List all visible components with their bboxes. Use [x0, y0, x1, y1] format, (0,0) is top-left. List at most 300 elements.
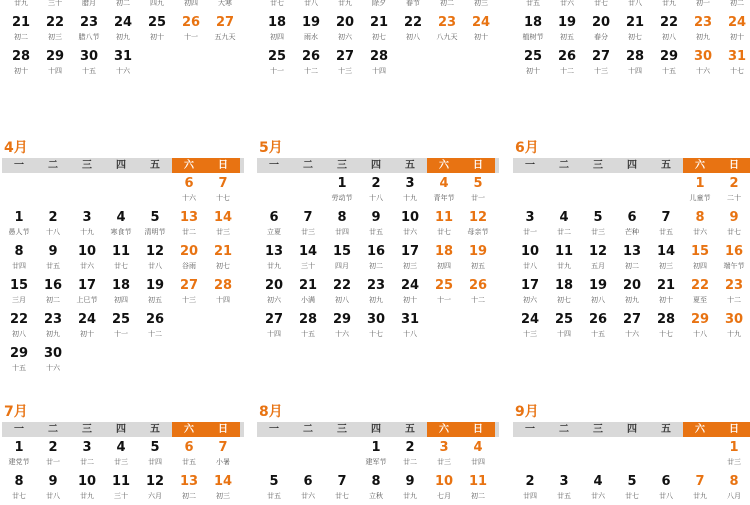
week-row	[2, 173, 244, 207]
lunar-label: 廿八	[46, 492, 60, 500]
day-cell	[291, 173, 325, 207]
lunar-label: 廿七	[437, 228, 451, 236]
day-number	[138, 343, 172, 345]
day-number: 5	[150, 210, 160, 225]
day-cell	[516, 46, 550, 80]
day-number: 10	[77, 244, 97, 259]
lunar-label: 廿二	[403, 458, 417, 466]
lunar-label: 青年节	[433, 194, 455, 202]
lunar-label: 十四	[267, 330, 281, 338]
day-cell	[652, 0, 686, 12]
day-cell	[206, 309, 240, 343]
lunar-label: 初十	[14, 67, 28, 75]
day-number: 24	[471, 15, 491, 30]
lunar-label: 十九	[403, 194, 417, 202]
lunar-label: 廿四	[148, 458, 162, 466]
day-cell	[427, 173, 461, 207]
lunar-label: 初九	[116, 33, 130, 41]
weekday-label: 二	[48, 160, 58, 171]
day-number: 4	[116, 210, 126, 225]
lunar-label: 初十	[150, 33, 164, 41]
day-number: 27	[264, 312, 284, 327]
lunar-label: 初七	[557, 296, 571, 304]
weekday-header	[2, 158, 244, 173]
day-cell	[257, 207, 291, 241]
day-cell	[36, 241, 70, 275]
day-number: 3	[82, 440, 92, 455]
day-number: 15	[690, 244, 710, 259]
lunar-label: 廿三	[437, 458, 451, 466]
day-number: 21	[369, 15, 389, 30]
day-cell	[430, 46, 464, 80]
day-number: 11	[111, 244, 131, 259]
day-number: 4	[439, 176, 449, 191]
day-cell	[104, 241, 138, 275]
day-cell	[138, 207, 172, 241]
day-cell	[359, 173, 393, 207]
day-cell	[206, 343, 240, 377]
lunar-label: 雨水	[304, 33, 318, 41]
day-number: 25	[554, 312, 574, 327]
day-cell	[581, 437, 615, 471]
day-number: 4	[473, 440, 483, 455]
day-cell	[138, 343, 172, 377]
month-title: 5月	[259, 140, 283, 156]
day-cell	[618, 46, 652, 80]
day-cell	[208, 46, 242, 80]
day-cell	[70, 437, 104, 471]
lunar-label: 二十	[727, 194, 741, 202]
lunar-label: 除夕	[372, 0, 386, 7]
day-number: 3	[525, 210, 535, 225]
month-june	[513, 138, 750, 343]
day-cell	[2, 207, 36, 241]
week-row	[257, 309, 499, 343]
day-cell	[513, 207, 547, 241]
lunar-label: 廿一	[523, 228, 537, 236]
week-row	[260, 12, 508, 46]
month-august	[257, 402, 499, 505]
day-number: 13	[622, 244, 642, 259]
week-row	[516, 46, 750, 80]
day-cell	[138, 241, 172, 275]
day-number: 1	[729, 440, 739, 455]
day-number: 5	[473, 176, 483, 191]
lunar-label: 十一	[184, 33, 198, 41]
day-number: 16	[43, 278, 63, 293]
day-number: 9	[371, 210, 381, 225]
day-cell	[513, 173, 547, 207]
lunar-label: 初六	[523, 296, 537, 304]
weekday-label: 四	[627, 424, 637, 435]
day-cell	[359, 437, 393, 471]
lunar-label: 十九	[727, 330, 741, 338]
week-row	[2, 437, 244, 471]
day-number: 3	[559, 474, 569, 489]
lunar-label: 廿七	[335, 492, 349, 500]
day-number: 3	[82, 210, 92, 225]
day-cell	[393, 173, 427, 207]
lunar-label: 十六	[116, 67, 130, 75]
day-cell	[686, 0, 720, 12]
day-number	[291, 437, 325, 439]
weekday-label: 一	[14, 424, 24, 435]
lunar-label: 初四	[270, 33, 284, 41]
lunar-label: 十四	[557, 330, 571, 338]
day-number: 8	[729, 474, 739, 489]
lunar-label: 廿九	[267, 262, 281, 270]
day-cell	[359, 207, 393, 241]
day-cell	[615, 241, 649, 275]
day-number: 8	[14, 474, 24, 489]
weekday-label: 日	[206, 422, 240, 437]
weekday-label: 四	[116, 160, 126, 171]
day-cell	[513, 275, 547, 309]
month-may	[257, 138, 499, 343]
day-cell	[461, 437, 495, 471]
lunar-label: 初三	[48, 33, 62, 41]
day-cell	[257, 173, 291, 207]
lunar-label: 初五	[471, 262, 485, 270]
lunar-label: 廿五	[659, 228, 673, 236]
day-cell	[362, 46, 396, 80]
day-number: 28	[369, 49, 389, 64]
lunar-label: 十七	[216, 194, 230, 202]
weekday-label: 五	[405, 424, 415, 435]
weekday-label: 五	[661, 424, 671, 435]
day-number: 11	[111, 474, 131, 489]
day-number: 9	[729, 210, 739, 225]
month-title: 8月	[259, 404, 283, 420]
lunar-label: 初七	[628, 33, 642, 41]
day-number: 8	[371, 474, 381, 489]
lunar-label: 三十	[301, 262, 315, 270]
day-number: 21	[11, 15, 31, 30]
day-number: 1	[14, 210, 24, 225]
day-number: 16	[366, 244, 386, 259]
day-cell	[581, 275, 615, 309]
lunar-label: 廿九	[662, 0, 676, 7]
week-row	[257, 437, 499, 471]
day-cell	[104, 343, 138, 377]
day-cell	[461, 241, 495, 275]
weekday-label: 三	[82, 160, 92, 171]
day-cell	[70, 275, 104, 309]
day-number: 18	[554, 278, 574, 293]
day-cell	[72, 12, 106, 46]
day-cell	[584, 0, 618, 12]
day-cell	[362, 12, 396, 46]
day-cell	[36, 207, 70, 241]
lunar-label: 十四	[216, 296, 230, 304]
lunar-label: 初十	[730, 33, 744, 41]
day-cell	[2, 343, 36, 377]
lunar-label: 初十	[474, 33, 488, 41]
day-cell	[70, 241, 104, 275]
lunar-label: 八月	[727, 492, 741, 500]
lunar-label: 初三	[403, 262, 417, 270]
day-number: 6	[184, 440, 194, 455]
lunar-label: 初二	[625, 262, 639, 270]
day-number: 21	[625, 15, 645, 30]
lunar-label: 初八	[591, 296, 605, 304]
day-cell	[547, 309, 581, 343]
day-cell	[291, 309, 325, 343]
day-cell	[427, 207, 461, 241]
day-cell	[615, 437, 649, 471]
lunar-label: 十二	[148, 330, 162, 338]
weekday-label: 三	[337, 424, 347, 435]
day-cell	[550, 0, 584, 12]
lunar-label: 八九天	[436, 33, 458, 41]
day-number: 24	[113, 15, 133, 30]
lunar-label: 廿三	[216, 228, 230, 236]
lunar-label: 十五	[591, 330, 605, 338]
day-cell	[172, 173, 206, 207]
lunar-label: 廿六	[80, 262, 94, 270]
week-row	[4, 12, 252, 46]
lunar-label: 十四	[628, 67, 642, 75]
week-row	[2, 207, 244, 241]
day-cell	[720, 46, 750, 80]
lunar-label: 廿九	[338, 0, 352, 7]
day-number: 2	[371, 176, 381, 191]
day-cell	[325, 207, 359, 241]
day-number: 5	[269, 474, 279, 489]
lunar-label: 十八	[693, 330, 707, 338]
lunar-label: 初七	[372, 33, 386, 41]
lunar-label: 廿四	[335, 228, 349, 236]
lunar-label: 五九天	[214, 33, 236, 41]
day-number: 24	[77, 312, 97, 327]
lunar-label: 廿七	[114, 262, 128, 270]
day-cell	[208, 12, 242, 46]
day-cell	[461, 173, 495, 207]
lunar-label: 廿九	[14, 0, 28, 7]
day-cell	[461, 309, 495, 343]
day-number: 17	[400, 244, 420, 259]
week-row	[513, 309, 750, 343]
day-cell	[325, 241, 359, 275]
day-number: 1	[371, 440, 381, 455]
month-title: 9月	[515, 404, 539, 420]
day-number: 26	[588, 312, 608, 327]
weekday-label: 一	[525, 160, 535, 171]
lunar-label: 谷雨	[182, 262, 196, 270]
week-row	[2, 309, 244, 343]
weekday-label: 日	[461, 422, 495, 437]
day-cell	[393, 309, 427, 343]
day-cell	[2, 173, 36, 207]
lunar-label: 十六	[625, 330, 639, 338]
day-cell	[686, 12, 720, 46]
lunar-label: 廿八	[523, 262, 537, 270]
day-cell	[461, 275, 495, 309]
day-cell	[208, 0, 242, 12]
week-row	[513, 437, 750, 471]
day-cell	[36, 343, 70, 377]
day-cell	[294, 0, 328, 12]
day-number	[206, 309, 240, 311]
day-number: 24	[400, 278, 420, 293]
day-number: 25	[147, 15, 167, 30]
day-number: 18	[267, 15, 287, 30]
day-cell	[547, 241, 581, 275]
day-cell	[140, 46, 174, 80]
lunar-label: 十六	[335, 330, 349, 338]
lunar-label: 上巳节	[76, 296, 98, 304]
lunar-label: 五月	[591, 262, 605, 270]
day-number: 3	[439, 440, 449, 455]
day-cell	[140, 12, 174, 46]
day-cell	[174, 0, 208, 12]
weekday-label: 五	[405, 160, 415, 171]
day-number	[172, 309, 206, 311]
lunar-label: 廿六	[403, 228, 417, 236]
day-cell	[615, 207, 649, 241]
lunar-label: 十三	[182, 296, 196, 304]
lunar-label: 小满	[301, 296, 315, 304]
lunar-label: 初四	[437, 262, 451, 270]
week-row	[257, 275, 499, 309]
weekday-label: 一	[269, 160, 279, 171]
weekday-header	[513, 158, 750, 173]
day-number	[396, 46, 430, 48]
day-number: 25	[267, 49, 287, 64]
day-number: 1	[14, 440, 24, 455]
day-cell	[618, 12, 652, 46]
weekday-label: 一	[14, 160, 24, 171]
day-cell	[36, 275, 70, 309]
day-cell	[649, 275, 683, 309]
weekday-label: 五	[150, 160, 160, 171]
day-number: 19	[588, 278, 608, 293]
lunar-label: 初四	[693, 262, 707, 270]
day-cell	[359, 275, 393, 309]
lunar-label: 初十	[526, 67, 540, 75]
weekday-label: 四	[371, 160, 381, 171]
lunar-label: 十八	[369, 194, 383, 202]
day-cell	[584, 46, 618, 80]
day-cell	[2, 275, 36, 309]
day-number: 1	[695, 176, 705, 191]
top-partial-strip	[0, 0, 750, 74]
lunar-label: 廿四	[471, 458, 485, 466]
day-number: 30	[366, 312, 386, 327]
lunar-label: 廿六	[591, 492, 605, 500]
day-cell	[138, 173, 172, 207]
week-row	[4, 46, 252, 80]
day-number	[581, 173, 615, 175]
weekday-label: 四	[371, 424, 381, 435]
day-number: 10	[434, 474, 454, 489]
day-cell	[291, 275, 325, 309]
day-cell	[547, 173, 581, 207]
day-number: 17	[77, 278, 97, 293]
day-number: 7	[695, 474, 705, 489]
day-number	[615, 173, 649, 175]
day-cell	[206, 275, 240, 309]
day-cell	[172, 343, 206, 377]
day-number: 25	[111, 312, 131, 327]
week-row	[257, 207, 499, 241]
weekday-label: 四	[116, 424, 126, 435]
day-cell	[172, 437, 206, 471]
month-september	[513, 402, 750, 505]
week-row	[260, 46, 508, 80]
lunar-label: 十一	[114, 330, 128, 338]
day-cell	[516, 12, 550, 46]
lunar-label: 春分	[594, 33, 608, 41]
day-number: 15	[9, 278, 29, 293]
day-number	[615, 437, 649, 439]
lunar-label: 初五	[560, 33, 574, 41]
weekday-label: 二	[303, 160, 313, 171]
lunar-label: 十四	[372, 67, 386, 75]
lunar-label: 四九	[150, 0, 164, 7]
weekday-label: 二	[559, 160, 569, 171]
day-number: 20	[622, 278, 642, 293]
day-cell	[464, 0, 498, 12]
day-number: 11	[468, 474, 488, 489]
day-number	[257, 437, 291, 439]
lunar-label: 初七	[216, 262, 230, 270]
day-number: 6	[661, 474, 671, 489]
day-cell	[36, 173, 70, 207]
day-number	[104, 343, 138, 345]
day-cell	[430, 12, 464, 46]
day-number	[70, 173, 104, 175]
day-cell	[260, 0, 294, 12]
day-cell	[581, 173, 615, 207]
weekday-label: 一	[525, 424, 535, 435]
lunar-label: 初三	[216, 492, 230, 500]
lunar-label: 寒食节	[110, 228, 132, 236]
week-row	[513, 241, 750, 275]
day-number	[291, 173, 325, 175]
lunar-label: 初二	[369, 262, 383, 270]
weekday-label: 五	[150, 424, 160, 435]
day-cell	[104, 275, 138, 309]
day-cell	[174, 46, 208, 80]
day-number	[206, 343, 240, 345]
day-number: 28	[656, 312, 676, 327]
day-number: 13	[179, 474, 199, 489]
day-number	[547, 437, 581, 439]
day-cell	[683, 437, 717, 471]
day-cell	[581, 241, 615, 275]
lunar-label: 廿五	[557, 492, 571, 500]
day-cell	[72, 0, 106, 12]
day-number: 12	[468, 210, 488, 225]
lunar-label: 十五	[12, 364, 26, 372]
lunar-label: 三十	[48, 0, 62, 7]
lunar-label: 十二	[471, 296, 485, 304]
weekday-label: 一	[269, 424, 279, 435]
day-cell	[717, 241, 750, 275]
weekday-label: 六	[683, 158, 717, 173]
day-number: 23	[724, 278, 744, 293]
lunar-label: 十六	[696, 67, 710, 75]
lunar-label: 廿五	[46, 262, 60, 270]
day-cell	[106, 12, 140, 46]
day-cell	[513, 309, 547, 343]
day-cell	[70, 343, 104, 377]
day-cell	[291, 207, 325, 241]
day-cell	[393, 437, 427, 471]
day-number	[547, 173, 581, 175]
week-row	[2, 343, 244, 377]
